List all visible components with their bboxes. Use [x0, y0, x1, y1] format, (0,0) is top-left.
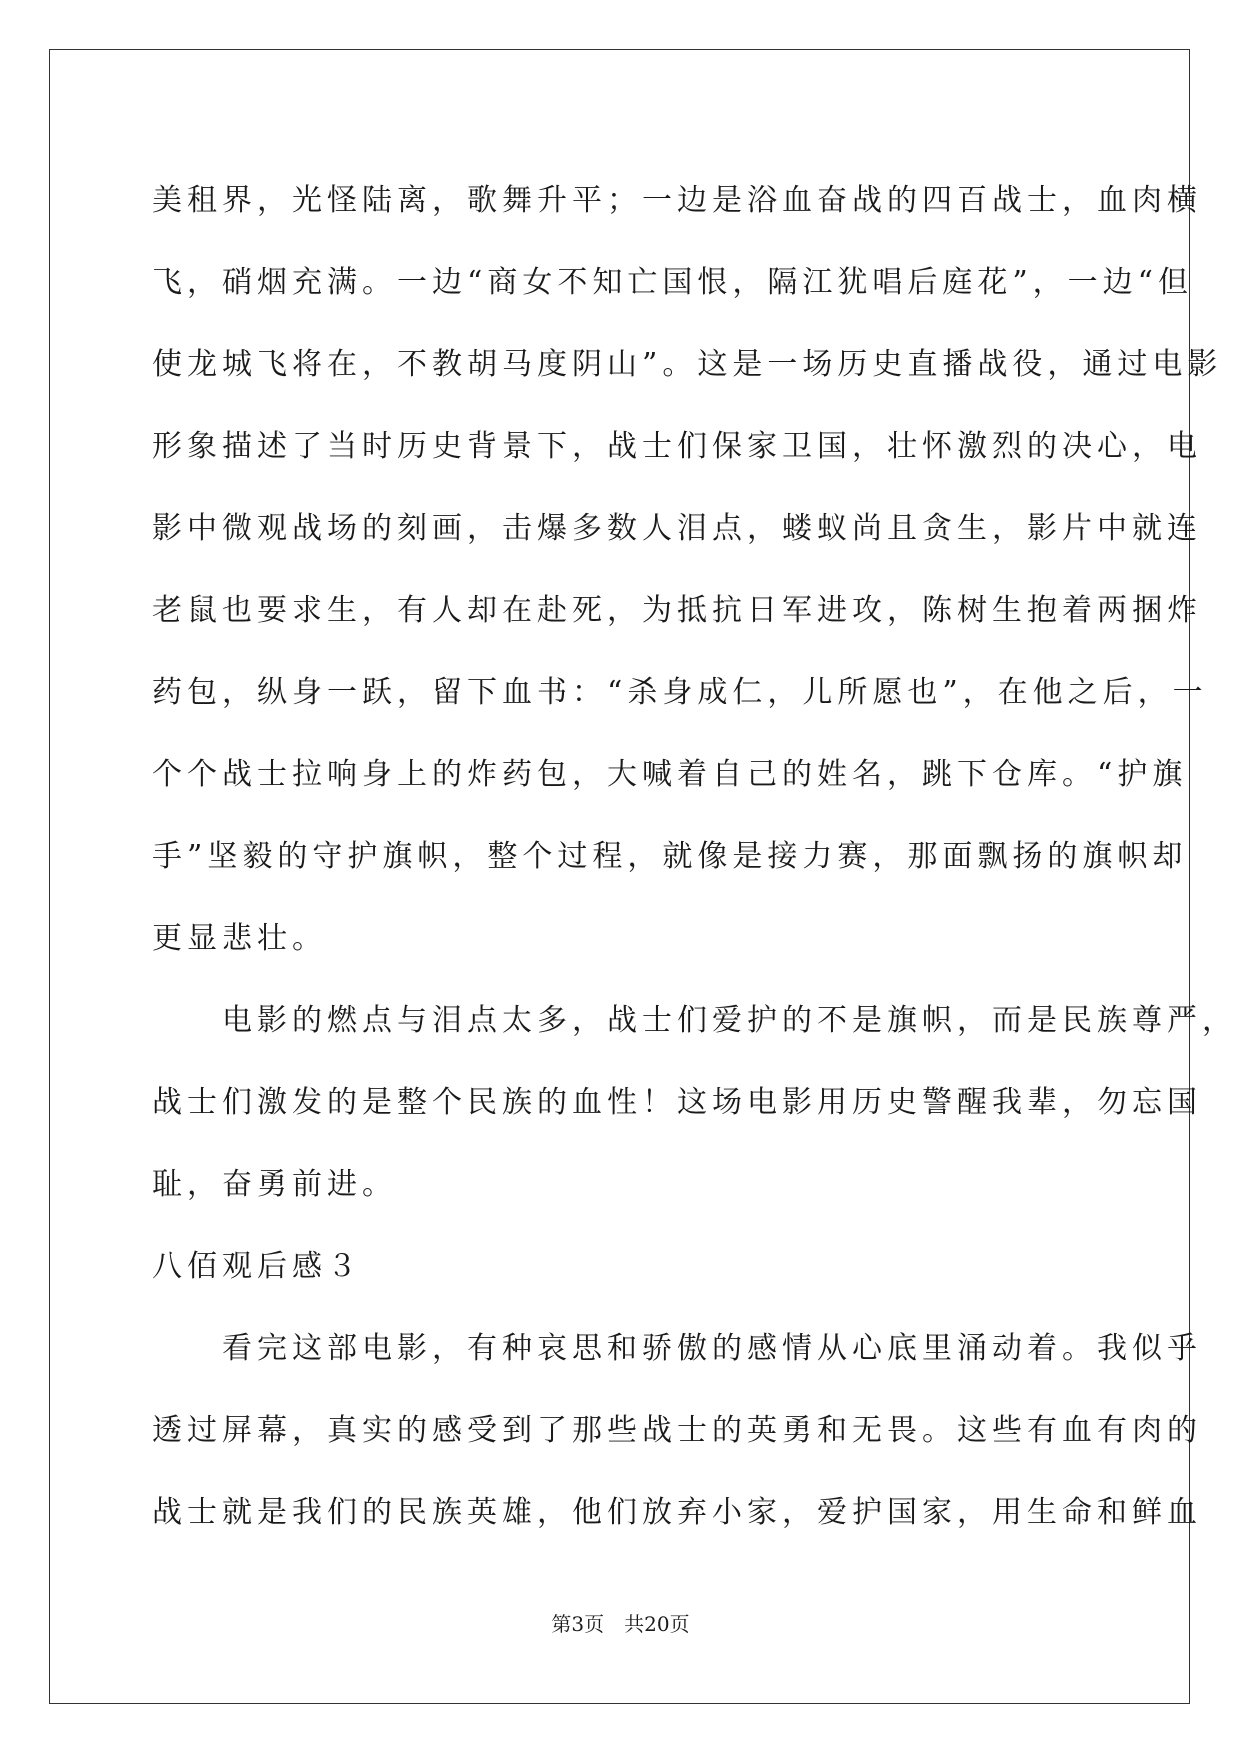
text-line: 个个战士拉响身上的炸药包，大喊着自己的姓名，跳下仓库。“护旗: [152, 757, 1188, 792]
text-line: 战士就是我们的民族英雄，他们放弃小家，爱护国家，用生命和鲜血: [152, 1495, 1202, 1530]
text-line: 电影的燃点与泪点太多，战士们爱护的不是旗帜，而是民族尊严，: [152, 1003, 1237, 1038]
text-line: 透过屏幕，真实的感受到了那些战士的英勇和无畏。这些有血有肉的: [152, 1413, 1202, 1448]
text-line: 使龙城飞将在，不教胡马度阴山”。这是一场历史直播战役，通过电影: [152, 347, 1223, 382]
text-line: 更显悲壮。: [152, 921, 327, 956]
text-line: 美租界，光怪陆离，歌舞升平；一边是浴血奋战的四百战士，血肉横: [152, 183, 1202, 218]
text-line: 影中微观战场的刻画，击爆多数人泪点，蝼蚁尚且贪生，影片中就连: [152, 511, 1202, 546]
text-line: 耻，奋勇前进。: [152, 1167, 397, 1202]
page-footer: 第3页 共20页: [551, 1612, 690, 1636]
section-heading: 八佰观后感３: [152, 1249, 362, 1284]
document-body: [152, 160, 1237, 1554]
text-line: 战士们激发的是整个民族的血性！这场电影用历史警醒我辈，勿忘国: [152, 1085, 1202, 1120]
text-line: 看完这部电影，有种哀思和骄傲的感情从心底里涌动着。我似乎: [152, 1331, 1202, 1366]
text-line: 手”坚毅的守护旗帜，整个过程，就像是接力赛，那面飘扬的旗帜却: [152, 839, 1188, 874]
text-line: 飞，硝烟充满。一边“商女不知亡国恨，隔江犹唱后庭花”，一边“但: [152, 265, 1194, 300]
text-line: 药包，纵身一跃，留下血书：“杀身成仁，儿所愿也”，在他之后，一: [152, 675, 1208, 710]
text-line: 形象描述了当时历史背景下，战士们保家卫国，壮怀激烈的决心，电: [152, 429, 1202, 464]
text-line: 老鼠也要求生，有人却在赴死，为抵抗日军进攻，陈树生抱着两捆炸: [152, 593, 1202, 628]
